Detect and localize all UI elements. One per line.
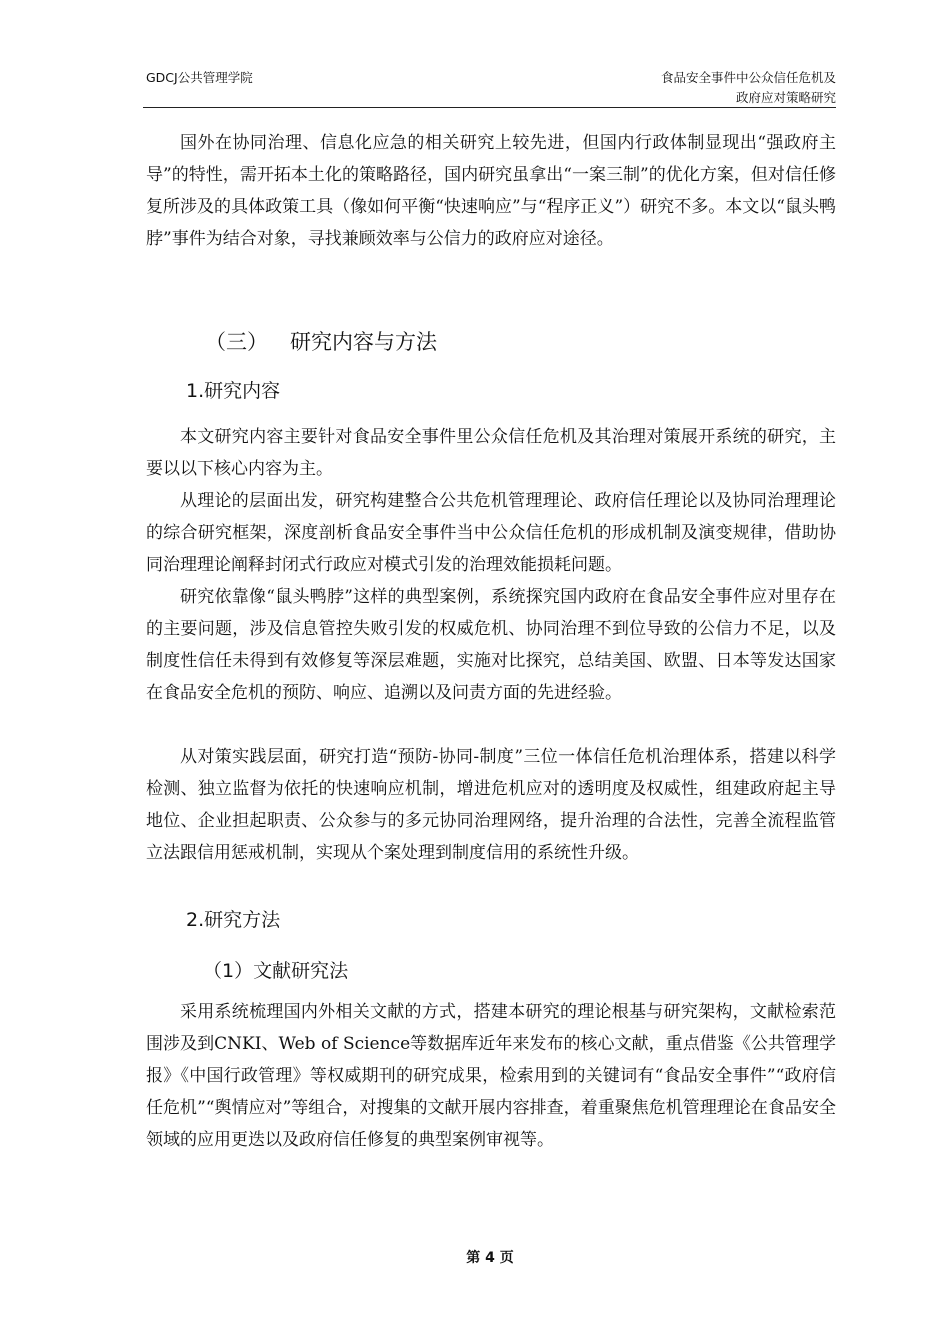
- header-title-line2: 政府应对策略研究: [735, 90, 836, 105]
- header-title: [476, 68, 836, 108]
- section-heading: [205, 322, 437, 362]
- subheading-literature-method: （1）文献研究法: [203, 960, 349, 982]
- content-paragraph-2: 从理论的层面出发，研究构建整合公共危机管理理论、政府信任理论以及协同治理理论的综合研究框架，深度剖析食品安全事件当中公众信任危机的形成机制及演变规律，借助协同治理理论阐释封闭式行政应对模式引发的治理效能损耗问题。: [146, 491, 836, 575]
- content-paragraph-1: 本文研究内容主要针对食品安全事件里公众信任危机及其治理对策展开系统的研究，主要以以下核心内容为主。: [146, 427, 836, 479]
- subheading-research-method: 2.研究方法: [186, 909, 281, 931]
- subheading-research-content: 1.研究内容: [186, 380, 281, 402]
- content-paragraph-4: 从对策实践层面，研究打造“预防-协同-制度”三位一体信任危机治理体系，搭建以科学检测、独立监督为依托的快速响应机制，增进危机应对的透明度及权威性，组建政府起主导地位、企业担起职责、公众参与的多元协同治理网络，提升治理的合法性，完善全流程监管立法跟信用惩戒机制，实现从个案处理到制度信用的系统性升级。: [146, 747, 836, 863]
- section-number: （三）: [205, 330, 268, 354]
- intro-paragraph: 国外在协同治理、信息化应急的相关研究上较先进，但国内行政体制显现出“强政府主导”的特性，需开拓本土化的策略路径，国内研究虽拿出“一案三制”的优化方案，但对信任修复所涉及的具体政策工具（像如何平衡“快速响应”与“程序正义”）研究不多。本文以“鼠头鸭脖”事件为结合对象，寻找兼顾效率与公信力的政府应对途径。: [146, 133, 836, 249]
- page-number: 第 4 页: [466, 1250, 514, 1266]
- header-institution: GDCJ公共管理学院: [146, 70, 253, 85]
- section-title: 研究内容与方法: [290, 330, 437, 354]
- content-paragraph-3: 研究依靠像“鼠头鸭脖”这样的典型案例，系统探究国内政府在食品安全事件应对里存在的主要问题，涉及信息管控失败引发的权威危机、协同治理不到位导致的公信力不足，以及制度性信任未得到有效修复等深层难题，实施对比探究，总结美国、欧盟、日本等发达国家在食品安全危机的预防、响应、追溯以及问责方面的先进经验。: [146, 587, 836, 703]
- method-paragraph-1: 采用系统梳理国内外相关文献的方式，搭建本研究的理论根基与研究架构，文献检索范围涉及到CNKI、Web of Science等数据库近年来发布的核心文献，重点借鉴《公共管理学报》《中国行政管理》等权威期刊的研究成果，检索用到的关键词有“食品安全事件”“政府信任危机”“舆情应对”等组合，对搜集的文献开展内容排查，着重聚焦危机管理理论在食品安全领域的应用更迭以及政府信任修复的典型案例审视等。: [146, 1002, 836, 1150]
- header-title-line1: 食品安全事件中公众信任危机及: [660, 70, 836, 85]
- header-divider: [143, 107, 836, 108]
